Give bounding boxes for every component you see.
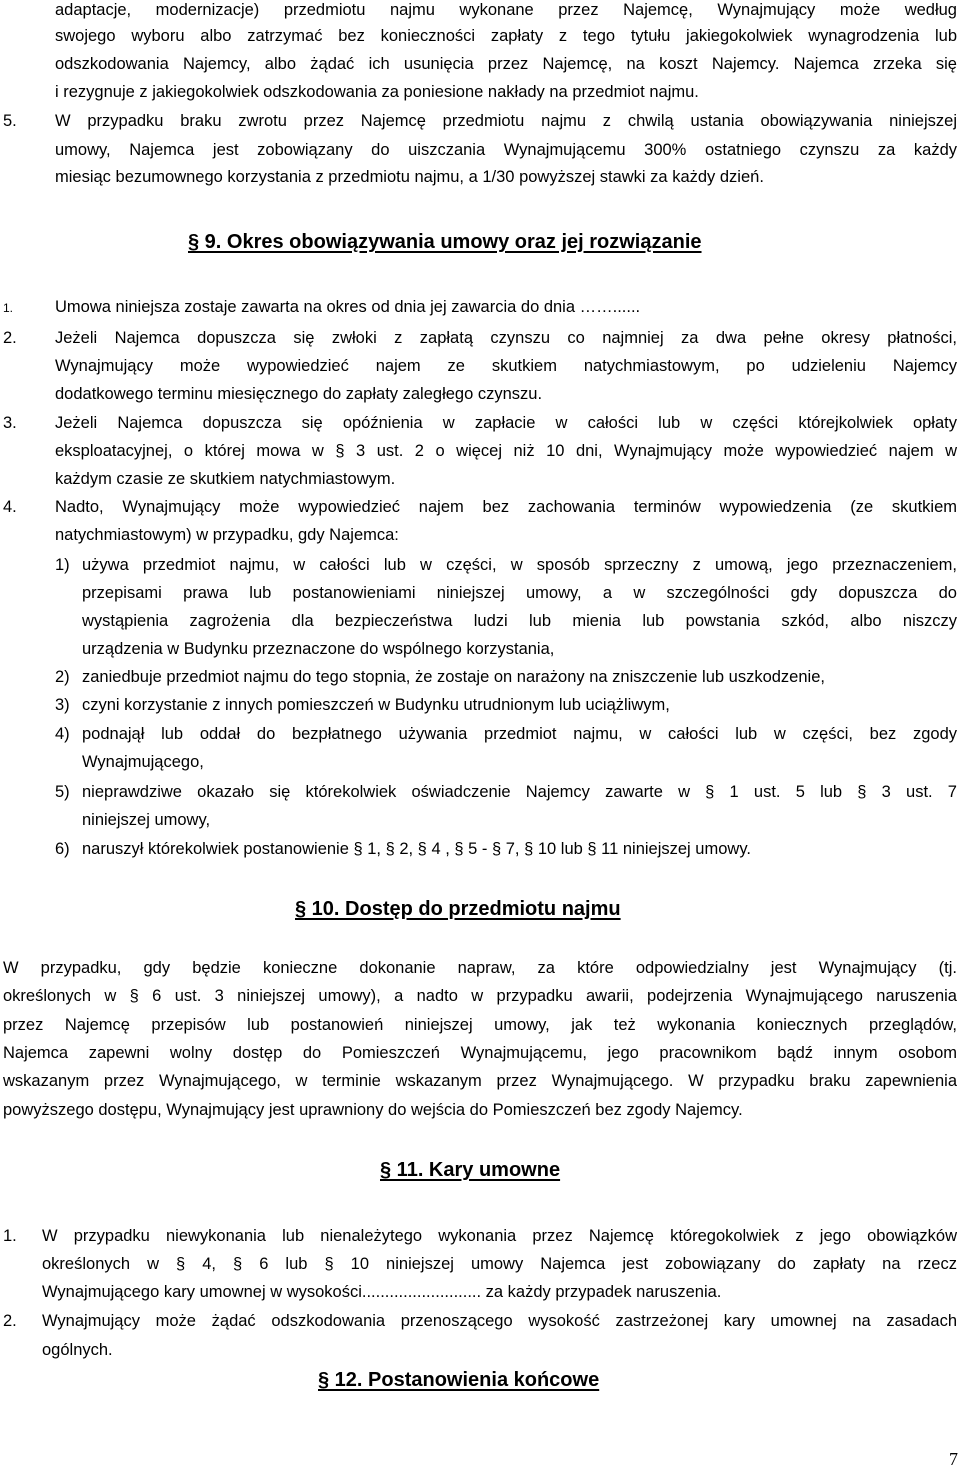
paragraph-line: swojego wyboru albo zatrzymać bez konieczności zapłaty z tego tytułu jakiegokolwiek wynagrodzenia lub <box>55 27 957 45</box>
page-number: 7 <box>949 1449 958 1469</box>
paragraph-line: wskazanym przez Wynajmującego, w terminie wskazanym przez Wynajmującego. W przypadku braku zapewnienia <box>3 1072 957 1090</box>
paragraph-line: ogólnych. <box>42 1341 113 1359</box>
subitem-number: 1) <box>55 556 70 574</box>
paragraph-line: urządzenia w Budynku przeznaczone do wspólnego korzystania, <box>82 640 555 658</box>
paragraph-line: Nadto, Wynajmujący może wypowiedzieć najem bez zachowania terminów wypowiedzenia (ze skutkiem <box>55 498 957 516</box>
section-heading: § 11. Kary umowne <box>380 1159 561 1181</box>
item-number: 5. <box>3 112 17 130</box>
paragraph-line: Wynajmujący może wypowiedzieć najem ze skutkiem natychmiastowym, po udzieleniu Najemcy <box>55 357 957 375</box>
paragraph-line: przez Najemcę przepisów lub postanowień niniejszej umowy, jak też wykonania koniecznych przeglądów, <box>3 1016 957 1034</box>
paragraph-line: czyni korzystanie z innych pomieszczeń w Budynku utrudnionym lub uciążliwym, <box>82 696 670 714</box>
subitem-number: 4) <box>55 725 70 743</box>
item-number: 1. <box>3 1227 17 1245</box>
item-number: 4. <box>3 498 17 516</box>
paragraph-line: W przypadku, gdy będzie konieczne dokonanie napraw, za które odpowiedzialny jest Wynajmujący (tj. <box>3 959 957 977</box>
item-number: 1. <box>3 301 14 315</box>
paragraph-line: Wynajmującego kary umownej w wysokości.......................... za każdy przypadek naruszenia. <box>42 1283 722 1301</box>
paragraph-line: przepisami prawa lub postanowieniami niniejszej umowy, a w szczególności gdy dopuszcza do <box>82 584 957 602</box>
paragraph-line: używa przedmiot najmu, w całości lub w części, w sposób sprzeczny z umową, jego przeznaczeniem, <box>82 556 957 574</box>
paragraph-line: wystąpienia zagrożenia dla bezpieczeństwa ludzi lub mienia lub powstania szkód, albo niszczy <box>82 612 957 630</box>
paragraph-line: Najemca zapewni wolny dostęp do Pomieszczeń Wynajmującemu, jego pracownikom bądź innym osobom <box>3 1044 957 1062</box>
paragraph-line: naruszył którekolwiek postanowienie § 1, § 2, § 4 , § 5 - § 7, § 10 lub § 11 niniejszej umowy. <box>82 840 751 858</box>
item-number: 3. <box>3 414 17 432</box>
paragraph-line: Jeżeli Najemca dopuszcza się opóźnienia w zapłacie w całości lub w części którejkolwiek opłaty <box>55 414 957 432</box>
paragraph-line: nieprawdziwe okazało się którekolwiek oświadczenie Najemcy zawarte w § 1 ust. 5 lub § 3 ust. 7 <box>82 783 957 801</box>
paragraph-line: miesiąc bezumownego korzystania z przedmiotu najmu, a 1/30 powyższej stawki za każdy dzień. <box>55 168 764 186</box>
paragraph-line: adaptacje, modernizacje) przedmiotu najmu wykonane przez Najemcę, Wynajmujący może według <box>55 1 957 19</box>
paragraph-line: eksploatacyjnej, o której mowa w § 3 ust. 2 o więcej niż 10 dni, Wynajmujący może wypowiedzieć najem w <box>55 442 957 460</box>
section-heading: § 12. Postanowienia końcowe <box>318 1369 600 1391</box>
section-heading: § 9. Okres obowiązywania umowy oraz jej rozwiązanie <box>188 231 702 253</box>
subitem-number: 3) <box>55 696 70 714</box>
paragraph-line: określonych w § 6 ust. 3 niniejszej umowy), a nadto w przypadku awarii, podejrzenia Wynajmującego naruszenia <box>3 987 957 1005</box>
paragraph-line: i rezygnuje z jakiegokolwiek odszkodowania za poniesione nakłady na przedmiot najmu. <box>55 83 699 101</box>
paragraph-line: Wynajmujący może żądać odszkodowania przenoszącego wysokość zastrzeżonej kary umownej na zasadach <box>42 1312 957 1330</box>
paragraph-line: dodatkowego terminu miesięcznego do zapłaty zaległego czynszu. <box>55 385 543 403</box>
subitem-number: 6) <box>55 840 70 858</box>
paragraph-line: W przypadku braku zwrotu przez Najemcę przedmiotu najmu z chwilą ustania obowiązywania niniejszej <box>55 112 957 130</box>
paragraph-line: Wynajmującego, <box>82 753 204 771</box>
subitem-number: 5) <box>55 783 70 801</box>
paragraph-line: podnajął lub oddał do bezpłatnego używania przedmiot najmu, w całości lub w części, bez zgody <box>82 725 957 743</box>
item-number: 2. <box>3 1312 17 1330</box>
paragraph-line: Jeżeli Najemca dopuszcza się zwłoki z zapłatą czynszu co najmniej za dwa pełne okresy płatności, <box>55 329 957 347</box>
section-heading: § 10. Dostęp do przedmiotu najmu <box>295 898 621 920</box>
paragraph-line: zaniedbuje przedmiot najmu do tego stopnia, że zostaje on narażony na zniszczenie lub uszkodzenie, <box>82 668 825 686</box>
paragraph-line: niniejszej umowy, <box>82 811 211 829</box>
subitem-number: 2) <box>55 668 70 686</box>
paragraph-line: Umowa niniejsza zostaje zawarta na okres od dnia jej zawarcia do dnia ……...... <box>55 298 641 316</box>
paragraph-line: natychmiastowym) w przypadku, gdy Najemca: <box>55 526 399 544</box>
paragraph-line: każdym czasie ze skutkiem natychmiastowym. <box>55 470 396 488</box>
paragraph-line: powyższego dostępu, Wynajmujący jest uprawniony do wejścia do Pomieszczeń bez zgody Najemcy. <box>3 1101 743 1119</box>
paragraph-line: umowy, Najemca jest zobowiązany do uiszczania Wynajmującemu 300% ostatniego czynszu za każdy <box>55 141 957 159</box>
paragraph-line: W przypadku niewykonania lub nienależytego wykonania przez Najemcę któregokolwiek z jego obowiązków <box>42 1227 957 1245</box>
paragraph-line: odszkodowania Najemcy, albo żądać ich usunięcia przez Najemcę, na koszt Najemcy. Najemca zrzeka się <box>55 55 957 73</box>
paragraph-line: określonych w § 4, § 6 lub § 10 niniejszej umowy Najemca jest zobowiązany do zapłaty na rzecz <box>42 1255 957 1273</box>
item-number: 2. <box>3 329 17 347</box>
